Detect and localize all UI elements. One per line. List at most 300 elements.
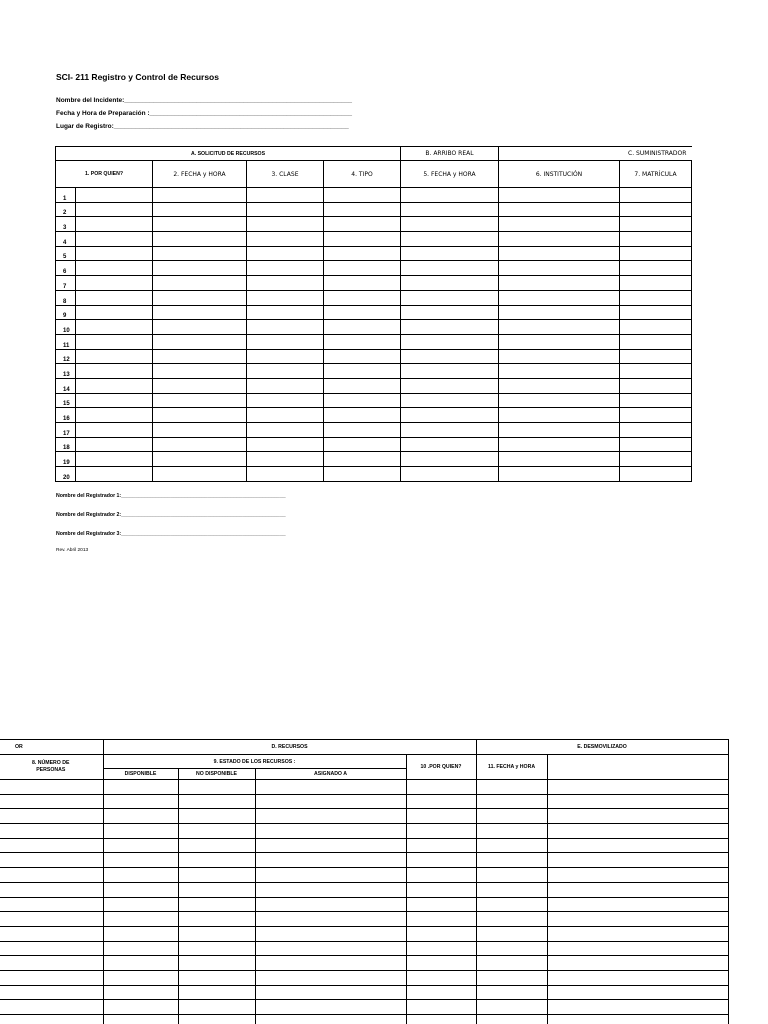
table-cell[interactable] xyxy=(620,452,692,467)
table-cell[interactable] xyxy=(324,334,401,349)
table-cell[interactable] xyxy=(324,188,401,203)
table-cell[interactable] xyxy=(692,423,693,438)
table-cell[interactable] xyxy=(476,897,547,912)
table-row xyxy=(56,393,693,408)
table-cell[interactable] xyxy=(255,1015,406,1024)
table-cell[interactable] xyxy=(620,320,692,335)
table-cell[interactable] xyxy=(620,232,692,247)
table-cell[interactable] xyxy=(406,1000,476,1015)
table-cell[interactable] xyxy=(153,320,247,335)
table-cell[interactable] xyxy=(620,364,692,379)
table-cell[interactable] xyxy=(0,956,103,971)
table-cell[interactable] xyxy=(324,408,401,423)
table-cell[interactable] xyxy=(547,941,728,956)
table-cell[interactable] xyxy=(692,290,693,305)
table-row xyxy=(56,334,693,349)
table-cell[interactable] xyxy=(153,467,247,482)
table-cell[interactable] xyxy=(178,1000,255,1015)
table-cell[interactable] xyxy=(324,467,401,482)
table-cell[interactable] xyxy=(247,334,324,349)
table-row xyxy=(56,261,693,276)
table-cell[interactable] xyxy=(153,334,247,349)
table-cell[interactable] xyxy=(406,897,476,912)
table-cell[interactable] xyxy=(76,334,153,349)
table-cell[interactable] xyxy=(247,246,324,261)
table-cell[interactable] xyxy=(76,320,153,335)
table-cell[interactable] xyxy=(255,809,406,824)
table-cell[interactable] xyxy=(692,334,693,349)
table-cell[interactable] xyxy=(255,794,406,809)
table-cell[interactable] xyxy=(153,437,247,452)
section-e-header: E. DESMOVILIZADO xyxy=(476,740,728,755)
table-cell[interactable] xyxy=(178,853,255,868)
table-cell[interactable] xyxy=(76,423,153,438)
table-cell[interactable] xyxy=(620,246,692,261)
table-cell[interactable] xyxy=(178,926,255,941)
table-cell[interactable] xyxy=(324,393,401,408)
table-cell[interactable] xyxy=(103,1015,178,1024)
table-cell[interactable] xyxy=(324,261,401,276)
table-cell[interactable] xyxy=(401,452,499,467)
table-cell[interactable] xyxy=(178,912,255,927)
table-cell[interactable] xyxy=(324,232,401,247)
row-number: 9 xyxy=(56,305,76,320)
table-cell[interactable] xyxy=(401,232,499,247)
table-cell[interactable] xyxy=(406,780,476,795)
table-cell[interactable] xyxy=(255,956,406,971)
table-cell[interactable] xyxy=(476,985,547,1000)
table-cell[interactable] xyxy=(178,794,255,809)
table-cell[interactable] xyxy=(401,320,499,335)
table-cell[interactable] xyxy=(499,188,620,203)
table-cell[interactable] xyxy=(0,794,103,809)
table-cell[interactable] xyxy=(255,985,406,1000)
table-cell[interactable] xyxy=(324,217,401,232)
table-cell[interactable] xyxy=(547,926,728,941)
table-cell[interactable] xyxy=(406,941,476,956)
table-cell[interactable] xyxy=(547,985,728,1000)
table-cell[interactable] xyxy=(76,437,153,452)
table-cell[interactable] xyxy=(476,809,547,824)
table-cell[interactable] xyxy=(255,897,406,912)
table-cell[interactable] xyxy=(476,780,547,795)
table-cell[interactable] xyxy=(547,912,728,927)
table-cell[interactable] xyxy=(499,261,620,276)
table-cell[interactable] xyxy=(178,941,255,956)
table-cell[interactable] xyxy=(247,320,324,335)
table-cell[interactable] xyxy=(401,467,499,482)
table-cell[interactable] xyxy=(247,305,324,320)
table-cell[interactable] xyxy=(103,868,178,883)
table-cell[interactable] xyxy=(692,349,693,364)
table-cell[interactable] xyxy=(255,882,406,897)
table-cell[interactable] xyxy=(153,349,247,364)
table-cell[interactable] xyxy=(247,188,324,203)
table-cell[interactable] xyxy=(401,437,499,452)
table-cell[interactable] xyxy=(324,290,401,305)
col-fecha-hora-solicitud: 2. FECHA y HORA xyxy=(153,161,247,188)
table-cell[interactable] xyxy=(406,794,476,809)
table-cell[interactable] xyxy=(499,305,620,320)
incident-name-field[interactable]: Nombre del Incidente:_______________________________________________________________ xyxy=(56,97,353,104)
table-cell[interactable] xyxy=(620,467,692,482)
table-cell[interactable] xyxy=(153,202,247,217)
table-cell[interactable] xyxy=(692,202,693,217)
table-cell[interactable] xyxy=(153,393,247,408)
table-cell[interactable] xyxy=(153,188,247,203)
table-cell[interactable] xyxy=(476,824,547,839)
table-cell[interactable] xyxy=(406,882,476,897)
table-cell[interactable] xyxy=(324,452,401,467)
table-cell[interactable] xyxy=(247,423,324,438)
table-cell[interactable] xyxy=(324,202,401,217)
table-cell[interactable] xyxy=(76,246,153,261)
table-cell[interactable] xyxy=(153,232,247,247)
table-cell[interactable] xyxy=(620,349,692,364)
table-cell[interactable] xyxy=(476,794,547,809)
table-cell[interactable] xyxy=(0,868,103,883)
table-cell[interactable] xyxy=(620,423,692,438)
table-cell[interactable] xyxy=(247,364,324,379)
table-cell[interactable] xyxy=(547,882,728,897)
table-cell[interactable] xyxy=(324,349,401,364)
table-cell[interactable] xyxy=(103,926,178,941)
row-number: 12 xyxy=(56,349,76,364)
table-cell[interactable] xyxy=(401,217,499,232)
table-cell[interactable] xyxy=(406,824,476,839)
table-cell[interactable] xyxy=(692,452,693,467)
table-cell[interactable] xyxy=(499,423,620,438)
table-cell[interactable] xyxy=(103,853,178,868)
table-cell[interactable] xyxy=(324,276,401,291)
table-cell[interactable] xyxy=(103,941,178,956)
table-cell[interactable] xyxy=(401,349,499,364)
table-cell[interactable] xyxy=(499,364,620,379)
table-cell[interactable] xyxy=(178,838,255,853)
table-cell[interactable] xyxy=(401,246,499,261)
table-row xyxy=(0,809,728,824)
table-cell[interactable] xyxy=(401,423,499,438)
table-cell[interactable] xyxy=(692,378,693,393)
table-cell[interactable] xyxy=(499,437,620,452)
table-cell[interactable] xyxy=(620,276,692,291)
table-cell[interactable] xyxy=(620,334,692,349)
table-cell[interactable] xyxy=(178,970,255,985)
table-cell[interactable] xyxy=(247,378,324,393)
table-cell[interactable] xyxy=(476,853,547,868)
table-cell[interactable] xyxy=(476,941,547,956)
table-cell[interactable] xyxy=(76,452,153,467)
table-cell[interactable] xyxy=(178,780,255,795)
table-cell[interactable] xyxy=(499,467,620,482)
table-cell[interactable] xyxy=(324,364,401,379)
table-cell[interactable] xyxy=(76,290,153,305)
table-cell[interactable] xyxy=(547,1015,728,1024)
table-cell[interactable] xyxy=(499,202,620,217)
table-cell[interactable] xyxy=(76,276,153,291)
row-number: 13 xyxy=(56,364,76,379)
table-cell[interactable] xyxy=(692,305,693,320)
table-cell[interactable] xyxy=(499,290,620,305)
table-cell[interactable] xyxy=(547,794,728,809)
table-cell[interactable] xyxy=(103,1000,178,1015)
table-cell[interactable] xyxy=(103,882,178,897)
table-cell[interactable] xyxy=(76,378,153,393)
table-cell[interactable] xyxy=(401,261,499,276)
table-cell[interactable] xyxy=(76,202,153,217)
table-cell[interactable] xyxy=(401,305,499,320)
table-cell[interactable] xyxy=(103,824,178,839)
table-cell[interactable] xyxy=(255,912,406,927)
table-cell[interactable] xyxy=(692,276,693,291)
table-cell[interactable] xyxy=(153,217,247,232)
table-cell[interactable] xyxy=(178,824,255,839)
table-cell[interactable] xyxy=(620,378,692,393)
table-cell[interactable] xyxy=(499,452,620,467)
table-cell[interactable] xyxy=(247,261,324,276)
table-cell[interactable] xyxy=(255,970,406,985)
table-cell[interactable] xyxy=(499,246,620,261)
table-cell[interactable] xyxy=(247,217,324,232)
table-cell[interactable] xyxy=(103,780,178,795)
table-cell[interactable] xyxy=(406,853,476,868)
table-cell[interactable] xyxy=(499,334,620,349)
table-cell[interactable] xyxy=(620,290,692,305)
table-cell[interactable] xyxy=(255,926,406,941)
table-cell[interactable] xyxy=(76,217,153,232)
table-cell[interactable] xyxy=(620,188,692,203)
table-cell[interactable] xyxy=(324,423,401,438)
row-number: 10 xyxy=(56,320,76,335)
table-cell[interactable] xyxy=(255,838,406,853)
table-cell[interactable] xyxy=(255,941,406,956)
table-cell[interactable] xyxy=(324,246,401,261)
table-cell[interactable] xyxy=(499,320,620,335)
table-cell[interactable] xyxy=(324,320,401,335)
table-cell[interactable] xyxy=(153,261,247,276)
table-cell[interactable] xyxy=(406,985,476,1000)
table-cell[interactable] xyxy=(692,393,693,408)
table-cell[interactable] xyxy=(103,970,178,985)
table-cell[interactable] xyxy=(153,290,247,305)
table-cell[interactable] xyxy=(401,364,499,379)
table-cell[interactable] xyxy=(620,437,692,452)
table-cell[interactable] xyxy=(401,290,499,305)
table-cell[interactable] xyxy=(620,202,692,217)
table-cell[interactable] xyxy=(324,437,401,452)
table-cell[interactable] xyxy=(153,408,247,423)
table-cell[interactable] xyxy=(103,897,178,912)
table-cell[interactable] xyxy=(247,408,324,423)
table-cell[interactable] xyxy=(692,188,693,203)
table-cell[interactable] xyxy=(547,853,728,868)
table-cell[interactable] xyxy=(178,956,255,971)
table-cell[interactable] xyxy=(178,897,255,912)
registration-place-field[interactable]: Lugar de Registro:_________________________________________________________________ xyxy=(56,123,349,130)
table-cell[interactable] xyxy=(103,838,178,853)
table-cell[interactable] xyxy=(0,897,103,912)
table-cell[interactable] xyxy=(255,1000,406,1015)
table-cell[interactable] xyxy=(178,809,255,824)
table-cell[interactable] xyxy=(247,290,324,305)
table-cell[interactable] xyxy=(247,349,324,364)
table-cell[interactable] xyxy=(547,868,728,883)
table-cell[interactable] xyxy=(692,232,693,247)
table-cell[interactable] xyxy=(0,1000,103,1015)
table-cell[interactable] xyxy=(499,378,620,393)
table-cell[interactable] xyxy=(401,408,499,423)
table-cell[interactable] xyxy=(0,941,103,956)
registrador-1-field[interactable]: Nombre del Registrador 1:_________________________________________________________ xyxy=(56,493,286,499)
table-cell[interactable] xyxy=(247,232,324,247)
table-cell[interactable] xyxy=(692,246,693,261)
table-cell[interactable] xyxy=(103,794,178,809)
table-row xyxy=(56,364,693,379)
table-cell[interactable] xyxy=(692,217,693,232)
table-cell[interactable] xyxy=(692,437,693,452)
table-cell[interactable] xyxy=(255,868,406,883)
table-cell[interactable] xyxy=(76,305,153,320)
table-cell[interactable] xyxy=(0,985,103,1000)
section-d-header: D. RECURSOS xyxy=(103,740,476,755)
table-cell[interactable] xyxy=(76,393,153,408)
table-cell[interactable] xyxy=(247,393,324,408)
table-cell[interactable] xyxy=(406,970,476,985)
table-cell[interactable] xyxy=(499,349,620,364)
table-cell[interactable] xyxy=(476,926,547,941)
table-cell[interactable] xyxy=(547,809,728,824)
table-cell[interactable] xyxy=(692,320,693,335)
section-b-header: B. ARRIBO REAL xyxy=(401,147,499,161)
table-cell[interactable] xyxy=(0,882,103,897)
table-cell[interactable] xyxy=(178,882,255,897)
table-cell[interactable] xyxy=(0,838,103,853)
table-cell[interactable] xyxy=(547,897,728,912)
table-cell[interactable] xyxy=(620,305,692,320)
table-cell[interactable] xyxy=(178,868,255,883)
table-cell[interactable] xyxy=(153,378,247,393)
table-cell[interactable] xyxy=(401,188,499,203)
table-cell[interactable] xyxy=(76,364,153,379)
table-cell[interactable] xyxy=(153,423,247,438)
table-cell[interactable] xyxy=(406,809,476,824)
table-cell[interactable] xyxy=(547,970,728,985)
table-cell[interactable] xyxy=(476,1015,547,1024)
table-cell[interactable] xyxy=(0,970,103,985)
table-cell[interactable] xyxy=(153,305,247,320)
table-cell[interactable] xyxy=(547,780,728,795)
table-cell[interactable] xyxy=(76,232,153,247)
table-cell[interactable] xyxy=(103,985,178,1000)
table-cell[interactable] xyxy=(401,334,499,349)
registrador-2-field[interactable]: Nombre del Registrador 2:_________________________________________________________ xyxy=(56,512,286,518)
table-cell[interactable] xyxy=(476,956,547,971)
table-cell[interactable] xyxy=(620,408,692,423)
table-cell[interactable] xyxy=(247,467,324,482)
table-cell[interactable] xyxy=(0,824,103,839)
table-cell[interactable] xyxy=(0,780,103,795)
table-cell[interactable] xyxy=(476,970,547,985)
table-cell[interactable] xyxy=(499,393,620,408)
table-cell[interactable] xyxy=(401,202,499,217)
table-cell[interactable] xyxy=(153,364,247,379)
table-cell[interactable] xyxy=(476,868,547,883)
table-cell[interactable] xyxy=(153,276,247,291)
table-cell[interactable] xyxy=(476,838,547,853)
table-cell[interactable] xyxy=(0,809,103,824)
table-cell[interactable] xyxy=(153,246,247,261)
table-row xyxy=(56,452,693,467)
table-cell[interactable] xyxy=(499,408,620,423)
table-cell[interactable] xyxy=(76,408,153,423)
table-cell[interactable] xyxy=(547,824,728,839)
table-cell[interactable] xyxy=(620,217,692,232)
table-cell[interactable] xyxy=(406,838,476,853)
table-cell[interactable] xyxy=(547,1000,728,1015)
table-cell[interactable] xyxy=(178,985,255,1000)
table-cell[interactable] xyxy=(0,912,103,927)
col-disponible: DISPONIBLE xyxy=(103,769,178,780)
table-cell[interactable] xyxy=(406,912,476,927)
table-cell[interactable] xyxy=(247,202,324,217)
table-cell[interactable] xyxy=(0,1015,103,1024)
table-cell[interactable] xyxy=(620,261,692,276)
table-cell[interactable] xyxy=(255,853,406,868)
table-cell[interactable] xyxy=(406,1015,476,1024)
table-cell[interactable] xyxy=(499,232,620,247)
table-cell[interactable] xyxy=(476,882,547,897)
table-cell[interactable] xyxy=(692,364,693,379)
table-cell[interactable] xyxy=(247,452,324,467)
table-cell[interactable] xyxy=(324,305,401,320)
table-cell[interactable] xyxy=(255,824,406,839)
table-cell[interactable] xyxy=(401,393,499,408)
table-cell[interactable] xyxy=(499,276,620,291)
table-cell[interactable] xyxy=(76,188,153,203)
table-cell[interactable] xyxy=(178,1015,255,1024)
table-cell[interactable] xyxy=(547,838,728,853)
table-cell[interactable] xyxy=(476,1000,547,1015)
table-cell[interactable] xyxy=(406,926,476,941)
table-cell[interactable] xyxy=(547,956,728,971)
preparation-date-field[interactable]: Fecha y Hora de Preparación :________________________________________________________ xyxy=(56,110,353,117)
table-cell[interactable] xyxy=(692,467,693,482)
table-cell[interactable] xyxy=(324,378,401,393)
table-cell[interactable] xyxy=(103,912,178,927)
table-cell[interactable] xyxy=(247,437,324,452)
table-cell[interactable] xyxy=(255,780,406,795)
table-cell[interactable] xyxy=(476,912,547,927)
table-cell[interactable] xyxy=(692,408,693,423)
table-cell[interactable] xyxy=(76,261,153,276)
table-cell[interactable] xyxy=(153,452,247,467)
table-cell[interactable] xyxy=(247,276,324,291)
table-cell[interactable] xyxy=(401,378,499,393)
table-cell[interactable] xyxy=(0,853,103,868)
table-cell[interactable] xyxy=(103,809,178,824)
table-cell[interactable] xyxy=(499,217,620,232)
table-cell[interactable] xyxy=(620,393,692,408)
table-cell[interactable] xyxy=(692,261,693,276)
table-cell[interactable] xyxy=(406,868,476,883)
table-cell[interactable] xyxy=(401,276,499,291)
table-cell[interactable] xyxy=(406,956,476,971)
table-cell[interactable] xyxy=(0,926,103,941)
registrador-3-field[interactable]: Nombre del Registrador 3:_________________________________________________________ xyxy=(56,531,286,537)
table-cell[interactable] xyxy=(76,349,153,364)
table-cell[interactable] xyxy=(76,467,153,482)
table-cell[interactable] xyxy=(103,956,178,971)
